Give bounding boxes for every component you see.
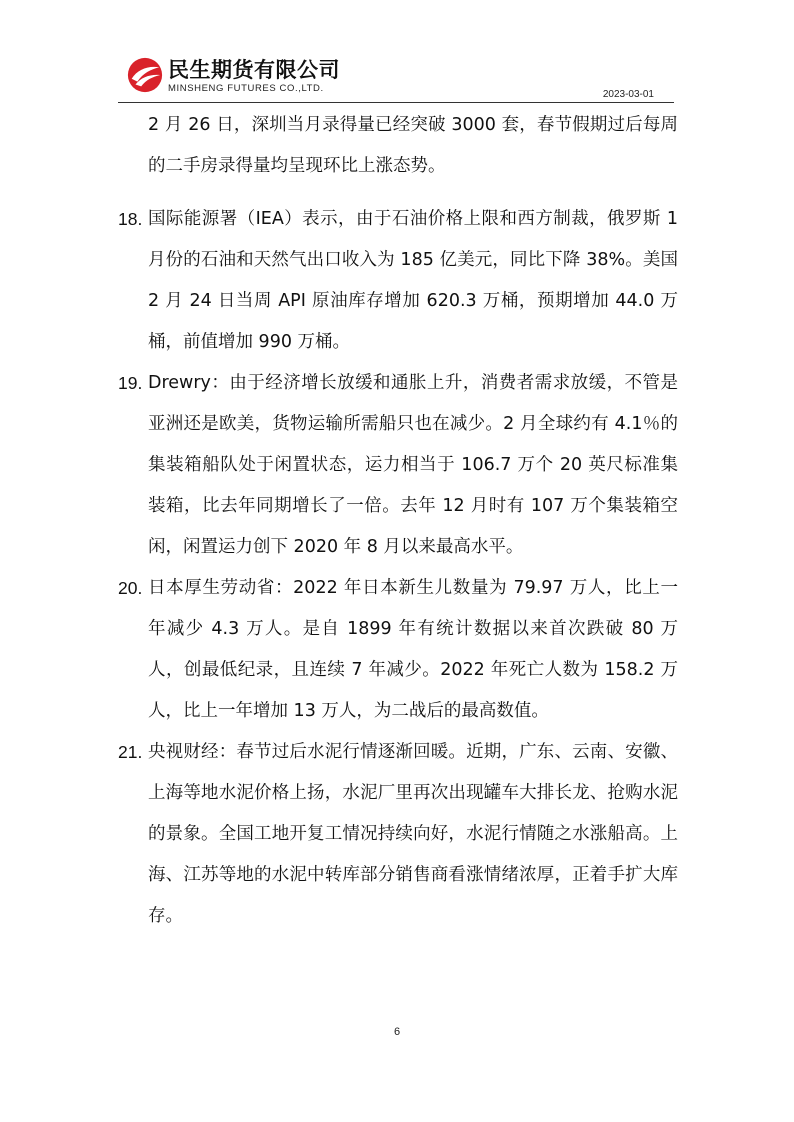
list-item-number: 20.	[118, 578, 143, 598]
company-name-cn: 民生期货有限公司	[168, 58, 340, 82]
document-body	[118, 105, 678, 937]
page-header	[118, 52, 678, 104]
list-item-20	[118, 568, 678, 732]
list-item-21	[118, 732, 678, 937]
continuation-paragraph: 2 月 26 日，深圳当月录得量已经突破 3000 套，春节假期过后每周的二手房录得量均呈现环比上涨态势。	[148, 115, 678, 176]
list-item-18	[118, 199, 678, 363]
list-item-text: Drewry：由于经济增长放缓和通胀上升，消费者需求放缓，不管是亚洲还是欧美，货物运输所需船只也在减少。2 月全球约有 4.1％的集装箱船队处于闲置状态，运力相当于 106.7 万个 20 英尺标准集装箱，比去年同期增长了一倍。去年 12 月时有 107 万个集装箱空闲，闲置运力创下 2020 年 8 月以来最高水平。	[148, 373, 678, 557]
list-item-19	[118, 363, 678, 568]
minsheng-logo-icon	[126, 56, 164, 94]
page-number: 6	[393, 1026, 401, 1038]
list-item-text: 央视财经：春节过后水泥行情逐渐回暖。近期，广东、云南、安徽、上海等地水泥价格上扬，水泥厂里再次出现罐车大排长龙、抢购水泥的景象。全国工地开复工情况持续向好，水泥行情随之水涨船高。上海、江苏等地的水泥中转库部分销售商看涨情绪浓厚，正着手扩大库存。	[148, 742, 678, 926]
header-divider	[118, 102, 674, 103]
list-item-text: 日本厚生劳动省：2022 年日本新生儿数量为 79.97 万人，比上一年减少 4.3 万人。是自 1899 年有统计数据以来首次跌破 80 万人，创最低纪录，且连续 7 年减少。2022 年死亡人数为 158.2 万人，比上一年增加 13 万人，为二战后的最高数值。	[148, 578, 678, 721]
company-name-en: MINSHENG FUTURES CO.,LTD.	[168, 83, 324, 94]
header-date: 2023-03-01	[602, 89, 654, 100]
list-item-number: 18.	[118, 209, 143, 229]
list-item-number: 19.	[118, 373, 143, 393]
list-item-text: 国际能源署（IEA）表示，由于石油价格上限和西方制裁，俄罗斯 1 月份的石油和天然气出口收入为 185 亿美元，同比下降 38%。美国 2 月 24 日当周 API 原油库存增加 620.3 万桶，预期增加 44.0 万桶，前值增加 990 万桶。	[148, 209, 678, 352]
list-item-number: 21.	[118, 742, 143, 762]
